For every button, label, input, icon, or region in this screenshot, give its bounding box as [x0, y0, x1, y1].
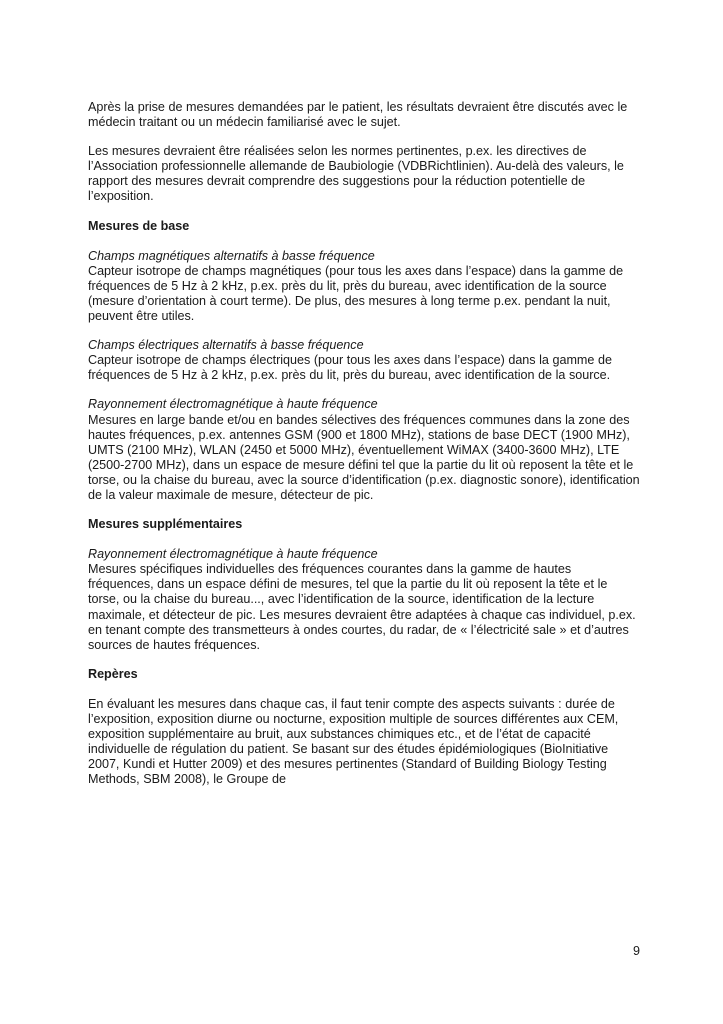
subsection-champs-electriques [88, 338, 640, 383]
section-heading-reperes: Repères [88, 666, 138, 681]
page-number: 9 [632, 944, 640, 958]
intro-paragraph-2: Les mesures devraient être réalisées selon les normes pertinentes, p.ex. les directives de l’Association professionnelle allemande de Baubiologie (VDBRichtlinien). Au-delà des valeurs, le rapport des mesures devrait comprendre des suggestions pour la réduction potentielle de l’exposition. [88, 144, 624, 204]
subsection-body: Mesures spécifiques individuelles des fréquences courantes dans la gamme de hautes fréquences, dans un espace défini de mesures, tel que la partie du lit où reposent la tête et le torse, ou la chaise du bureau..., avec l’identification de la source, identification de la lecture maximale, et détecteur de pic. Les mesures devraient être adaptées à chaque cas individuel, p.ex. en tenant compte des transmetteurs à ondes courtes, du radar, de « l’électricité sale » et d’autres sources de hautes fréquences. [88, 562, 636, 652]
page-content [88, 100, 640, 801]
subsection-subheading: Rayonnement électromagnétique à haute fréquence [88, 547, 378, 562]
intro-paragraph-1: Après la prise de mesures demandées par le patient, les résultats devraient être discutés avec le médecin traitant ou un médecin familiarisé avec le sujet. [88, 100, 628, 130]
subsection-subheading: Champs électriques alternatifs à basse fréquence [88, 338, 364, 353]
subsection-body: Mesures en large bande et/ou en bandes sélectives des fréquences communes dans la zone des hautes fréquences, p.ex. antennes GSM (900 et 1800 MHz), stations de base DECT (1900 MHz), UMTS (2100 MHz), WLAN (2450 et 5000 MHz), éventuellement WiMAX (3400-3600 MHz), LTE (2500-2700 MHz), dans un espace de mesure défini tel que la partie du lit où reposent la tête et le torse, ou la chaise du bureau, avec la source d’identification (p.ex. diagnostic sonore), identification de la valeur maximale de mesure, détecteur de pic. [88, 412, 640, 502]
section-heading-mesures-supplementaires: Mesures supplémentaires [88, 517, 243, 532]
subsection-body: Capteur isotrope de champs électriques (pour tous les axes dans l’espace) dans la gamme de fréquences de 5 Hz à 2 kHz, p.ex. près du lit, près du bureau, avec identification de la source. [88, 353, 612, 383]
subsection-subheading: Rayonnement électromagnétique à haute fréquence [88, 397, 378, 412]
section-heading-mesures-de-base: Mesures de base [88, 218, 190, 233]
subsection-body: Capteur isotrope de champs magnétiques (pour tous les axes dans l’espace) dans la gamme de fréquences de 5 Hz à 2 kHz, p.ex. près du lit, près du bureau, avec identification de la source (mesure d’orientation à court terme). De plus, des mesures à long terme p.ex. pendant la nuit, peuvent être utiles. [88, 263, 624, 324]
subsection-body: En évaluant les mesures dans chaque cas, il faut tenir compte des aspects suivants : durée de l’exposition, exposition diurne ou nocturne, exposition multiple de sources différentes aux CEM, exposition supplémentaire au bruit, aux substances chimiques etc., et de l’état de capacité individuelle de régulation du patient. Se basant sur des études épidémiologiques (BioInitiative 2007, Kundi et Hutter 2009) et des mesures pertinentes (Standard of Building Biology Testing Methods, SBM 2008), le Groupe de [88, 696, 619, 787]
subsection-rayonnement-haute-frequence-supplementaire [88, 547, 640, 653]
subsection-subheading: Champs magnétiques alternatifs à basse fréquence [88, 248, 375, 263]
subsection-rayonnement-haute-frequence-base [88, 397, 640, 503]
subsection-champs-magnetiques [88, 249, 640, 324]
subsection-reperes-body [88, 697, 640, 788]
